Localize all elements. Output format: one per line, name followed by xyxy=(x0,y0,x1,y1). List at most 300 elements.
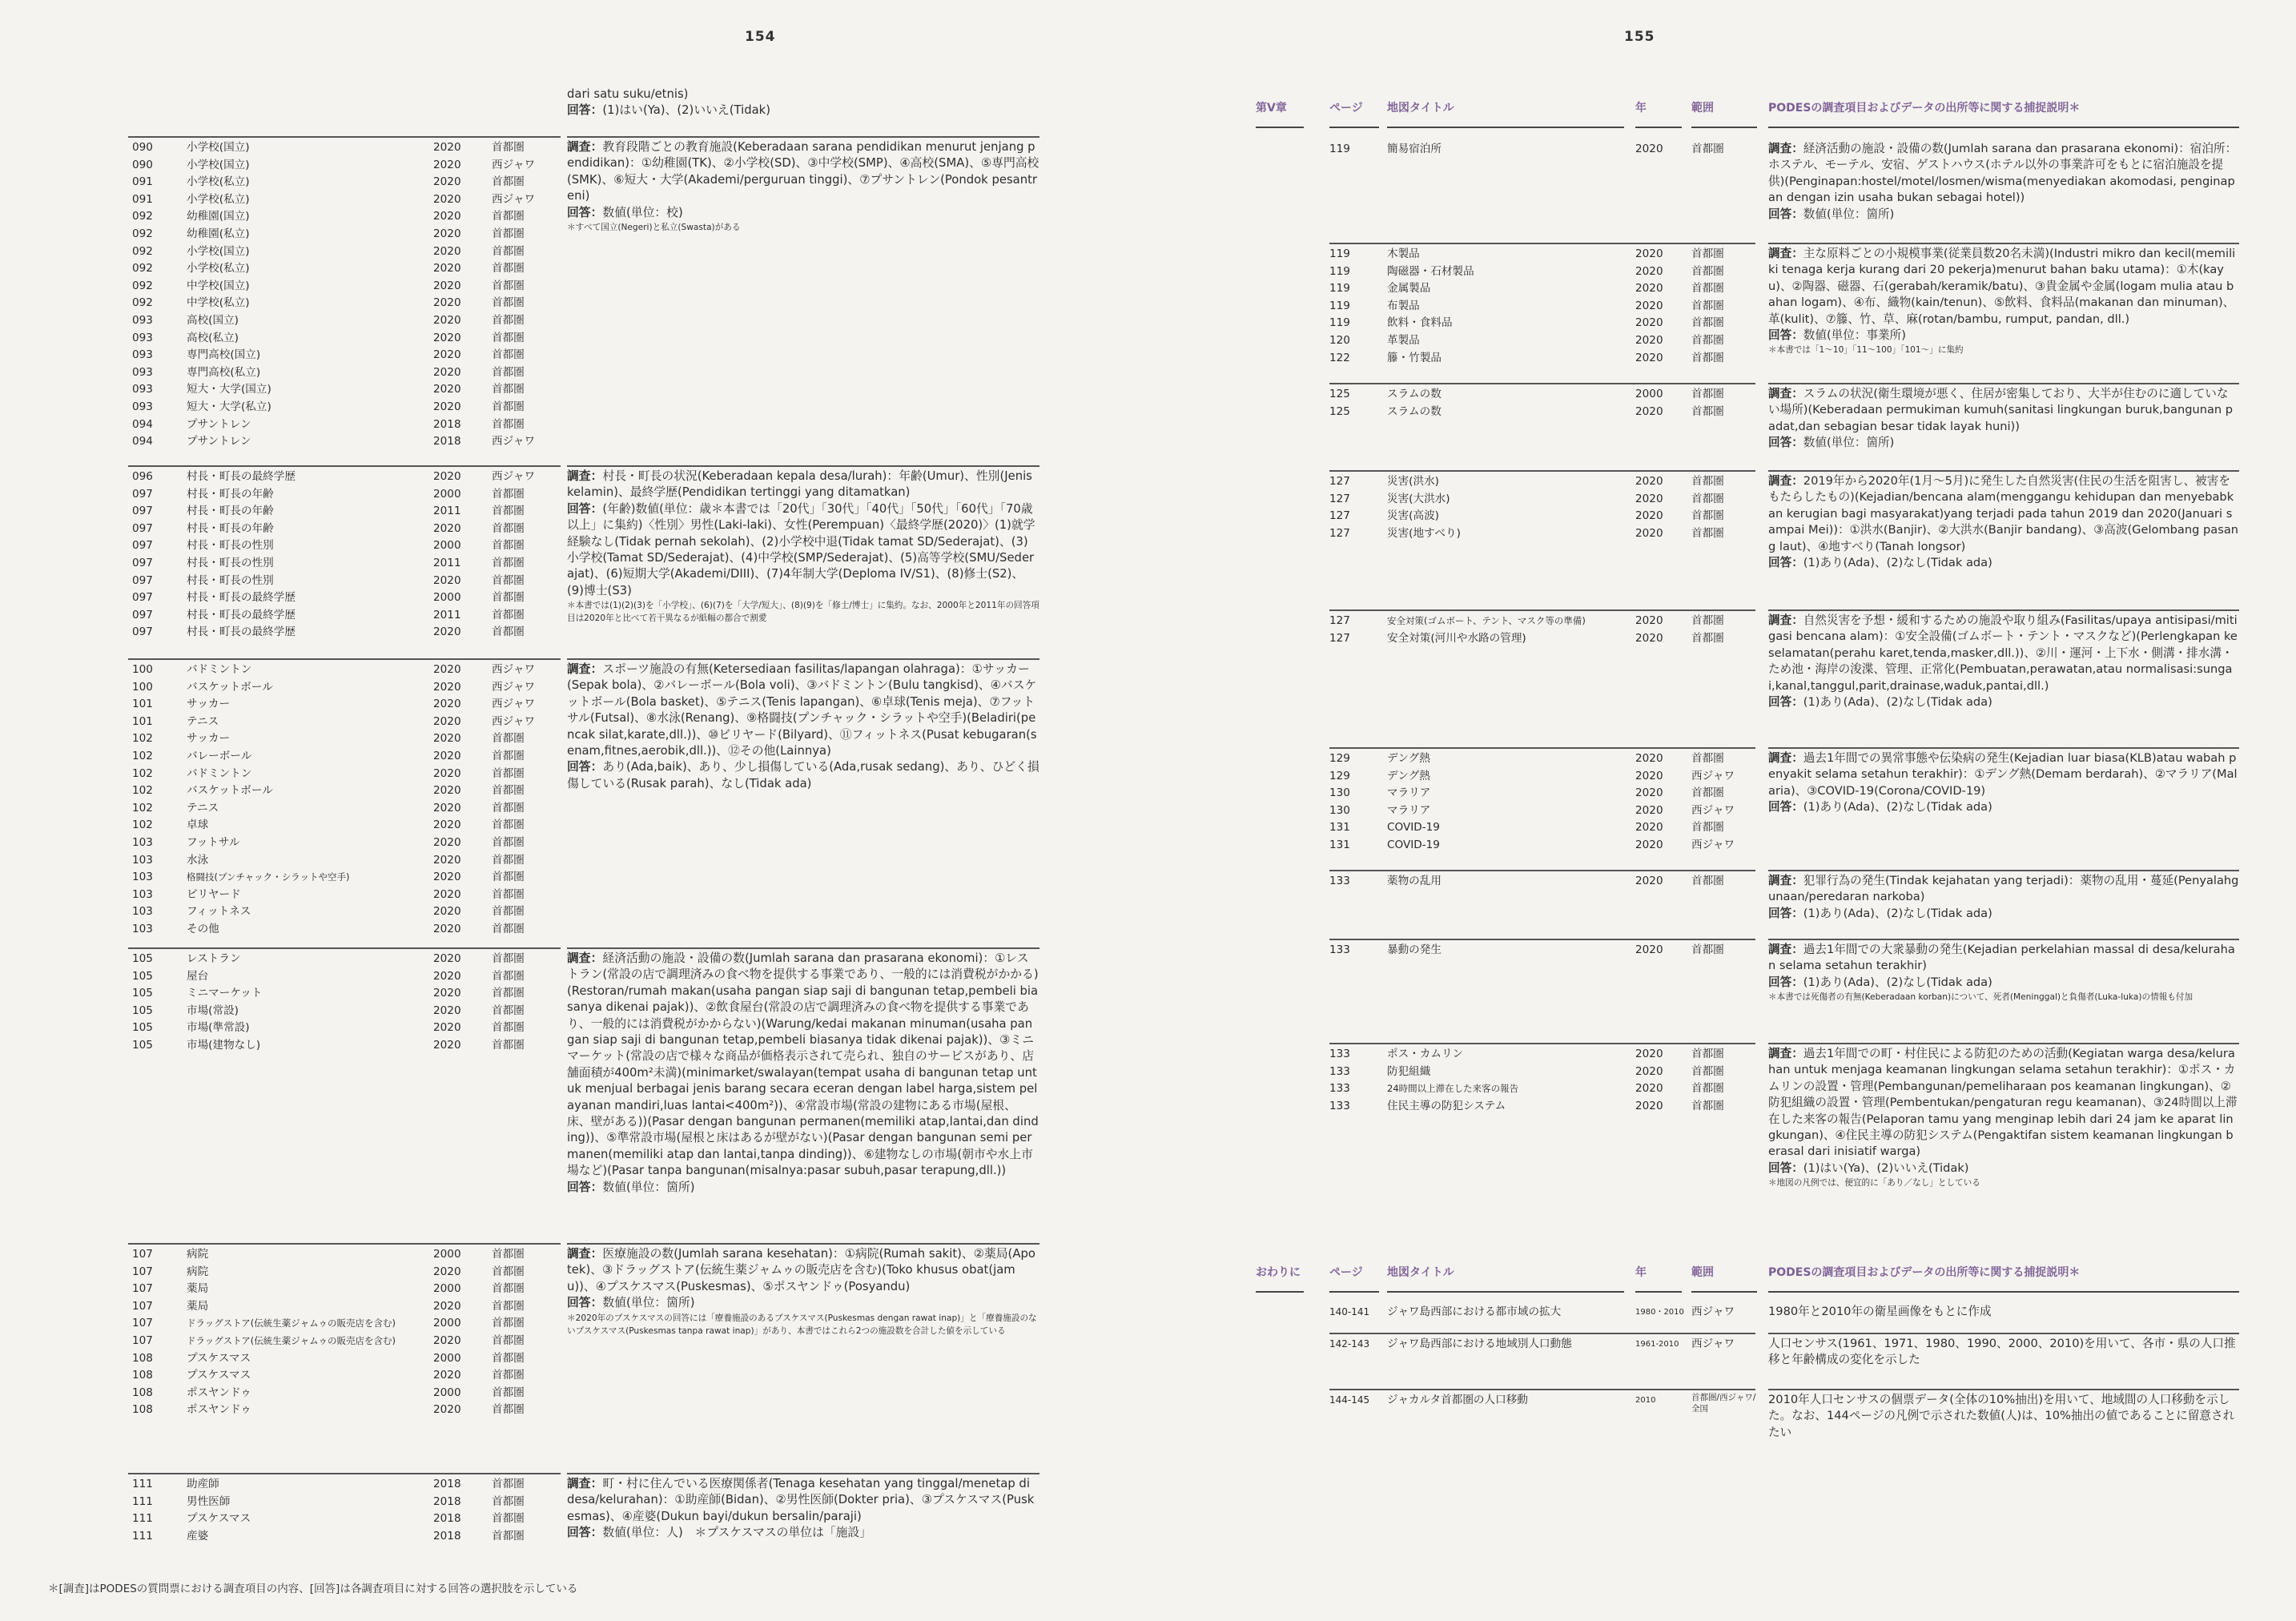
row-page: 119 xyxy=(1329,264,1350,278)
table-row xyxy=(128,782,561,800)
row-range: 首都圏 xyxy=(492,1334,525,1347)
row-range: 首都圏 xyxy=(1691,475,1724,488)
table-row xyxy=(1256,613,1752,630)
row-range: 首都圏 xyxy=(1691,316,1724,330)
row-title: サッカー xyxy=(187,698,231,711)
row-year: 2020 xyxy=(433,698,461,711)
header-rule xyxy=(1256,127,1304,128)
row-range: 首都圏 xyxy=(492,175,525,189)
row-code: 090 xyxy=(132,141,153,154)
group-rule-desc xyxy=(567,136,1039,138)
group-rule-desc xyxy=(1768,243,2239,244)
row-title: 小学校(国立) xyxy=(187,158,250,171)
row-year: 2000 xyxy=(433,487,461,501)
table-row xyxy=(128,1264,561,1281)
row-title: 産婆 xyxy=(187,1529,209,1543)
row-range: 首都圏 xyxy=(1691,1099,1724,1112)
row-title: 村長・町長の最終学歴 xyxy=(187,470,296,483)
footnote-text: ＊地図の凡例では、便宜的に「あり／なし」としている xyxy=(1768,1178,1980,1189)
header-rule xyxy=(1635,127,1682,128)
table-row xyxy=(1256,1080,1752,1098)
group-description: 調査：スラムの状況(衛生環境が悪く、住居が密集しており、大半が住むのに適していない場所)(Keberadaan permukiman kumuh(sanitasi lingkungan buruk,bangunan padat,dan sebagian besar tidak layak huni)) 回答：数値(単位：箇所) xyxy=(1768,387,2234,450)
table-row xyxy=(1256,246,1752,263)
row-range: 首都圏 xyxy=(492,987,525,1000)
row-range: 西ジャワ xyxy=(492,158,536,171)
row-year: 2020 xyxy=(433,905,461,919)
left-page xyxy=(48,0,1041,1621)
row-title: 布製品 xyxy=(1387,299,1420,312)
table-row xyxy=(1256,942,1752,959)
row-code: 093 xyxy=(132,331,153,344)
row-year: 2020 xyxy=(1635,752,1663,765)
table-row xyxy=(1256,1046,1752,1064)
row-title: 災害(洪水) xyxy=(1387,475,1439,488)
table-row xyxy=(128,1385,561,1402)
row-year: 2020 xyxy=(433,1369,461,1382)
group-rule-desc xyxy=(1768,870,2239,871)
row-range: 首都圏 xyxy=(1691,388,1724,400)
group-description: 1980年と2010年の衛星画像をもとに作成 xyxy=(1768,1305,1992,1318)
row-year: 2020 xyxy=(433,871,461,884)
row-title: 村長・町長の最終学歴 xyxy=(187,625,296,639)
row-year: 2020 xyxy=(433,766,461,780)
row-range: 首都圏 xyxy=(492,279,525,292)
group-rule-desc xyxy=(1768,383,2239,384)
row-title: 中学校(国立) xyxy=(187,279,250,292)
row-range: 首都圏 xyxy=(492,210,525,223)
table-row xyxy=(128,1510,561,1528)
row-year: 2020 xyxy=(1635,316,1663,330)
row-year: 2020 xyxy=(433,279,461,292)
table-row xyxy=(1256,491,1752,509)
row-year: 2020 xyxy=(1635,821,1663,835)
row-range: 首都圏 xyxy=(1691,509,1724,523)
row-title: 薬局 xyxy=(187,1299,209,1313)
row-range: 首都圏 xyxy=(492,365,525,379)
table-row xyxy=(128,330,561,348)
row-range: 首都圏 xyxy=(1691,351,1724,364)
footnote-text: ＊本書では「1〜10」「11〜100」「101〜」に集約 xyxy=(1768,345,1964,356)
row-code: 093 xyxy=(132,400,153,413)
group-description: 調査：スポーツ施設の有無(Ketersediaan fasilitas/lapangan olahraga)：①サッカー(Sepak bola)、②バレーボール(Bola voli)、③バドミントン(Bulu tangkisd)、④バスケットボール(Bola basket)、⑤テニス(Tenis lapangan)、⑥卓球(Tenis meja)、⑦フットサル(Futsal)、⑧水泳(Renang)、⑨格闘技(プンチャック・シラットや空手)(Beladiri(pencak silat,karate,dll.))、⑩ビリヤード(Bilyard)、⑪フィットネス(Pusat kebugaran(senam,fitnes,aerobik,dll.))、⑫その他(Lainnya) 回答：あり(Ada,baik)、あり、少し損傷している(Ada,rusak sedang)、あり、ひどく損傷している(Rusak parah)、なし(Tidak ada) xyxy=(567,662,1039,790)
group-rule xyxy=(128,1473,561,1474)
row-year: 2020 xyxy=(1635,803,1663,817)
row-code: 097 xyxy=(132,539,153,553)
table-row xyxy=(128,748,561,766)
row-range: 首都圏 xyxy=(492,591,525,605)
row-code: 097 xyxy=(132,521,153,535)
row-title: サッカー xyxy=(187,732,231,746)
row-range: 首都圏 xyxy=(492,141,525,154)
row-code: 094 xyxy=(132,417,153,431)
table-row xyxy=(128,852,561,870)
row-code: 108 xyxy=(132,1369,153,1382)
table-row xyxy=(1256,350,1752,368)
row-title: デング熱 xyxy=(1387,769,1430,782)
row-title: 金属製品 xyxy=(1387,282,1431,296)
row-page: 133 xyxy=(1329,875,1350,887)
row-year: 2020 xyxy=(433,1265,461,1278)
row-code: 092 xyxy=(132,296,153,310)
table-row xyxy=(1256,141,1752,159)
row-range: 西ジャワ xyxy=(1691,769,1735,782)
table-row xyxy=(1256,525,1752,543)
table-row xyxy=(128,139,561,157)
row-code: 093 xyxy=(132,383,153,396)
row-range: 首都圏 xyxy=(1691,299,1724,312)
row-title: 小学校(私立) xyxy=(187,262,250,276)
row-year: 2020 xyxy=(433,227,461,240)
footnote-text: ＊2020年のプスケスマスの回答には「療養施設のあるプスケスマス(Puskesmas dengan rawat inap)」と「療養施設のないプスケスマス(Puskesmas tanpa rawat inap)」があり、本書ではこれら2つの施設数を合計した値を示している xyxy=(567,1313,1037,1336)
row-code: 105 xyxy=(132,1004,153,1017)
row-title: 防犯組織 xyxy=(1387,1064,1431,1078)
row-title: 中学校(私立) xyxy=(187,296,250,310)
group-description: 調査：過去1年間での異常事態や伝染病の発生(Kejadian luar biasa(KLB)atau wabah penyakit selama setahun terakhir)：①デング熱(Demam berdarah)、②マラリア(Malaria)、③COVID-19(Corona/COVID-19) 回答：(1)あり(Ada)、(2)なし(Tidak ada) xyxy=(1768,751,2238,815)
row-year: 2000 xyxy=(433,1248,461,1261)
table-row xyxy=(128,903,561,921)
row-title: 小学校(私立) xyxy=(187,175,250,189)
row-range: 首都圏 xyxy=(492,784,525,798)
row-range: 首都圏 xyxy=(492,1282,525,1296)
header-chapter: 第Ⅴ章 xyxy=(1256,102,1287,115)
row-page: 127 xyxy=(1329,631,1350,645)
row-title: 市場(建物なし) xyxy=(187,1039,261,1052)
row-code: 108 xyxy=(132,1403,153,1417)
group-description: 調査：教育段階ごとの教育施設(Keberadaan sarana pendidikan menurut jenjang pendidikan)：①幼稚園(TK)、②小学校(SD)、③中学校(SMP)、④高校(SMA)、⑤専門高校(SMK)、⑥短大・大学(Akademi/perguruan tinggi)、⑦プサントレン(Pondok pesantreni) 回答：数値(単位：校) ＊すべて国立(Negeri)と私立(Swasta)がある xyxy=(567,140,1039,233)
row-title: 屋台 xyxy=(187,969,209,983)
table-row xyxy=(1256,332,1752,350)
row-year: 2020 xyxy=(433,801,461,815)
row-year: 2020 xyxy=(433,952,461,965)
header-page: ページ xyxy=(1329,102,1363,115)
row-title: 小学校(国立) xyxy=(187,244,250,258)
header-rule xyxy=(1691,1291,1757,1293)
row-title: 男性医師 xyxy=(187,1494,231,1508)
row-year: 2018 xyxy=(433,1478,461,1490)
row-year: 2020 xyxy=(1635,143,1663,155)
group-rule xyxy=(1329,870,1755,871)
row-title: 病院 xyxy=(187,1248,209,1261)
row-range: 首都圏 xyxy=(492,400,525,413)
row-year: 2020 xyxy=(1635,943,1663,956)
footnote-text: ＊本書では死傷者の有無(Keberadaan korban)について、死者(Meninggal)と負傷者(Luka-luka)の情報も付加 xyxy=(1768,992,2193,1003)
row-year: 2000 xyxy=(1635,388,1663,400)
table-row xyxy=(128,1298,561,1316)
row-page: 119 xyxy=(1329,316,1350,330)
row-title: COVID-19 xyxy=(1387,821,1440,835)
row-range: 首都圏 xyxy=(492,836,525,849)
row-year: 2020 xyxy=(1635,614,1663,627)
row-title: ジャカルタ首都圏の人口移動 xyxy=(1387,1394,1528,1406)
table-row xyxy=(128,347,561,364)
row-code: 107 xyxy=(132,1282,153,1296)
row-title: 村長・町長の性別 xyxy=(187,573,274,587)
table-row xyxy=(128,226,561,243)
group-rule-desc xyxy=(567,947,1039,949)
table-row xyxy=(1256,873,1752,891)
row-year: 1980・2010 xyxy=(1635,1308,1684,1317)
row-range: 首都圏 xyxy=(1691,875,1724,887)
header-rule xyxy=(1768,1291,2239,1293)
row-range: 首都圏 xyxy=(492,573,525,587)
row-range: 西ジャワ xyxy=(492,470,536,483)
row-year: 2020 xyxy=(433,348,461,362)
row-title: 薬物の乱用 xyxy=(1387,875,1442,887)
row-code: 102 xyxy=(132,732,153,746)
row-year: 2020 xyxy=(1635,1048,1663,1060)
row-range: 首都圏 xyxy=(492,1478,525,1490)
row-title: 安全対策(河川や水路の管理) xyxy=(1387,631,1526,645)
row-code: 111 xyxy=(132,1512,153,1526)
row-year: 2020 xyxy=(433,244,461,258)
group-description: 調査：経済活動の施設・設備の数(Jumlah sarana dan prasarana ekonomi)：①レストラン(常設の店で調理済みの食べ物を提供する事業であり、一般的には消費税がかかる)(Restoran/rumah makan(usaha pangan siap saji di bangunan tetap,pembeli biasanya dikenai pajak))、②飲食屋台(常設の店で調理済みの食べ物を提供する事業であり、一般的には消費税がかからない)(Warung/kedai makanan minuman(usaha pangan siap saji di bangunan tetap,pembeli biasanya tidak dikenai pajak))、③ミニマーケット(常設の店で様々な商品が価格表示されて売られ、独自のサービスがあり、店舗面積が400m²未満)(minimarket/swalayan(tempat usaha di bangunan tetap untuk menjual berbagai jenis barang secara eceran dengan label harga,sistem pelayanan mandiri,luas lantai<400m²))、④常設市場(常設の建物にある市場(屋根、床、壁がある))(Pasar dengan bangunan permanen(memiliki atap,lantai,dan dinding))、⑤準常設市場(屋根と床はあるが壁がない)(Pasar dengan bangunan semi permanen(memiliki atap dan lantai,tanpa dinding))、⑥建物なしの市場(朝市や水上市場など)(Pasar tanpa bangunan(misalnya:pasar subuh,pasar terapung,dll.)) 回答：数値(単位：箇所) xyxy=(567,951,1039,1194)
row-year: 2020 xyxy=(1635,769,1663,782)
row-range: 西ジャワ xyxy=(1691,1337,1735,1350)
row-year: 2020 xyxy=(1635,264,1663,278)
row-year: 2000 xyxy=(433,1282,461,1296)
header-rule xyxy=(1329,1291,1379,1293)
table-row xyxy=(128,1476,561,1494)
table-row xyxy=(1256,386,1752,404)
right-page xyxy=(1256,0,2239,1621)
table-row xyxy=(128,714,561,731)
row-page: 140-141 xyxy=(1329,1306,1370,1317)
row-title: バレーボール xyxy=(187,750,252,762)
row-code: 103 xyxy=(132,887,153,901)
row-page: 144-145 xyxy=(1329,1394,1370,1406)
table-row xyxy=(1256,819,1752,837)
row-code: 097 xyxy=(132,505,153,518)
row-title: 安全対策(ゴムボート、テント、マスク等の準備) xyxy=(1387,615,1586,626)
group-description: 調査：犯罪行為の発生(Tindak kejahatan yang terjadi)：薬物の乱用・蔓延(Penyalahgunaan/peredaran narkoba) 回答：(1)あり(Ada)、(2)なし(Tidak ada) xyxy=(1768,874,2239,920)
row-year: 2000 xyxy=(433,1386,461,1399)
row-page: 127 xyxy=(1329,509,1350,523)
row-title: ビリヤード xyxy=(187,887,241,901)
row-year: 2011 xyxy=(433,608,461,621)
table-row xyxy=(128,985,561,1003)
row-year: 2020 xyxy=(1635,282,1663,296)
row-year: 2020 xyxy=(433,819,461,832)
row-year: 2020 xyxy=(433,969,461,983)
row-page: 133 xyxy=(1329,1064,1350,1078)
table-row xyxy=(128,766,561,783)
table-row xyxy=(128,951,561,968)
group-description: 2010年人口センサスの個票データ(全体の10%抽出)を用いて、地域間の人口移動を示した。なお、144ページの凡例で示された数値(人)は、10%抽出の値であることに留意されたい xyxy=(1768,1393,2235,1439)
row-title: 市場(常設) xyxy=(187,1004,239,1017)
table-row xyxy=(128,1367,561,1385)
row-range: 西ジャワ xyxy=(492,435,536,448)
group-rule-desc xyxy=(567,1473,1039,1474)
row-year: 2020 xyxy=(1635,492,1663,505)
group-rule-desc xyxy=(1768,1043,2239,1044)
header-chapter: おわりに xyxy=(1256,1266,1301,1279)
row-code: 097 xyxy=(132,557,153,569)
row-code: 097 xyxy=(132,591,153,605)
row-range: 首都圏 xyxy=(492,1039,525,1052)
row-page: 127 xyxy=(1329,475,1350,488)
row-range: 首都圏 xyxy=(492,1299,525,1313)
row-year: 2020 xyxy=(1635,839,1663,851)
row-code: 091 xyxy=(132,175,153,189)
row-page: 120 xyxy=(1329,334,1350,347)
row-year: 2018 xyxy=(433,435,461,448)
row-year: 2020 xyxy=(433,175,461,189)
group-description: 調査：過去1年間での大衆暴動の発生(Kejadian perkelahian massal di desa/kelurahan selama setahun terakhir) 回答：(1)あり(Ada)、(2)なし(Tidak ada) ＊本書では死傷者の有無(Keberadaan korban)について、死者(Meninggal)と負傷者(Luka-luka)の情報も付加 xyxy=(1768,942,2239,1004)
table-row xyxy=(128,869,561,887)
row-title: バドミントン xyxy=(187,766,252,780)
table-row xyxy=(128,1020,561,1037)
row-range: 首都圏 xyxy=(492,262,525,276)
row-code: 108 xyxy=(132,1386,153,1399)
row-year: 2020 xyxy=(433,1021,461,1035)
row-code: 093 xyxy=(132,348,153,362)
row-range: 首都圏 xyxy=(492,296,525,310)
header-rule xyxy=(1387,127,1624,128)
row-code: 107 xyxy=(132,1299,153,1313)
row-range: 首都圏 xyxy=(492,766,525,780)
row-title: 簡易宿泊所 xyxy=(1387,143,1442,155)
table-row xyxy=(1256,508,1752,525)
row-range: 首都圏 xyxy=(492,819,525,832)
row-year: 2020 xyxy=(433,987,461,1000)
row-year: 2020 xyxy=(433,210,461,223)
table-row xyxy=(1256,802,1752,820)
row-range: 首都圏 xyxy=(492,871,525,884)
table-row xyxy=(128,679,561,697)
row-title: 村長・町長の年齢 xyxy=(187,505,274,518)
row-year: 2018 xyxy=(433,1512,461,1526)
header-title: 地図タイトル xyxy=(1387,102,1454,115)
row-year: 2020 xyxy=(1635,475,1663,488)
row-range: 首都圏 xyxy=(492,1248,525,1261)
group-rule xyxy=(1329,609,1755,611)
row-title: 木製品 xyxy=(1387,247,1420,260)
group-description: 調査：経済活動の施設・設備の数(Jumlah sarana dan prasarana ekonomi)：宿泊所：ホステル、モーテル、安宿、ゲストハウス(ホテル以外の事業許可をもとに宿泊施設を提供)(Penginapan:hostel/motel/losmen/wisma(menyediakan akomodasi, penginapan dengan izin usaha bukan sebagai hotel)) 回答：数値(単位：箇所) xyxy=(1768,142,2238,221)
row-page: 119 xyxy=(1329,247,1350,260)
table-row xyxy=(128,730,561,748)
table-row xyxy=(1256,263,1752,281)
row-page: 133 xyxy=(1329,1082,1350,1096)
row-code: 111 xyxy=(132,1494,153,1508)
row-title: COVID-19 xyxy=(1387,839,1440,851)
row-title: マラリア xyxy=(1387,803,1431,817)
table-row xyxy=(128,1350,561,1368)
row-title: フットサル xyxy=(187,836,240,849)
row-title: 小学校(私立) xyxy=(187,192,250,206)
row-page: 133 xyxy=(1329,1099,1350,1112)
row-code: 103 xyxy=(132,871,153,884)
row-range: 首都圏 xyxy=(1691,821,1724,835)
table-row xyxy=(1256,1098,1752,1116)
row-page: 129 xyxy=(1329,769,1350,782)
row-title: 陶磁器・石材製品 xyxy=(1387,264,1474,278)
row-page: 129 xyxy=(1329,752,1350,765)
group-rule-desc xyxy=(567,465,1039,467)
row-range: 首都圏 xyxy=(492,625,525,639)
table-row xyxy=(128,835,561,852)
table-row xyxy=(128,968,561,986)
row-range: 首都圏 xyxy=(1691,1048,1724,1060)
table-row xyxy=(128,469,561,486)
row-range: 首都圏 xyxy=(492,801,525,815)
row-range: 首都圏 xyxy=(1691,247,1724,260)
row-range: 首都圏 xyxy=(492,1317,525,1330)
row-code: 102 xyxy=(132,819,153,832)
row-range: 首都圏 xyxy=(492,557,525,569)
row-title: 病院 xyxy=(187,1265,209,1278)
group-rule xyxy=(1329,939,1755,940)
table-row xyxy=(128,486,561,504)
row-year: 2020 xyxy=(1635,1099,1663,1112)
row-code: 092 xyxy=(132,279,153,292)
row-code: 105 xyxy=(132,952,153,965)
row-title: レストラン xyxy=(187,952,241,965)
row-title: 高校(国立) xyxy=(187,314,239,327)
group-rule-desc xyxy=(1768,470,2239,472)
group-description: 人口センサス(1961、1971、1980、1990、2000、2010)を用いて、各市・県の人口推移と年齢構成の変化を示した xyxy=(1768,1337,2236,1367)
row-title: スラムの数 xyxy=(1387,388,1442,400)
table-row xyxy=(128,191,561,209)
row-year: 2020 xyxy=(433,262,461,276)
row-title: ドラッグストア(伝統生薬ジャムゥの販売店を含む) xyxy=(187,1317,396,1329)
table-row xyxy=(128,260,561,278)
page-number-right: 155 xyxy=(1624,29,1655,45)
group-rule xyxy=(1329,1333,1755,1334)
row-code: 100 xyxy=(132,663,153,676)
table-row xyxy=(1256,404,1752,421)
row-range: 首都圏 xyxy=(492,505,525,518)
row-code: 093 xyxy=(132,365,153,379)
row-title: ミニマーケット xyxy=(187,987,263,1000)
row-title: 村長・町長の最終学歴 xyxy=(187,608,296,621)
row-year: 2020 xyxy=(1635,404,1663,418)
row-title: 暴動の発生 xyxy=(1387,943,1442,956)
intro-text: dari satu suku/etnis) 回答：(1)はい(Ya)、(2)いいえ(Tidak) xyxy=(567,87,770,118)
row-title: マラリア xyxy=(1387,786,1431,800)
group-description: 調査：2019年から2020年(1月〜5月)に発生した自然災害(住民の生活を阻害し、被害をもたらしたもの)(Kejadian/bencana alam(menggangu kehidupan dan menyebabkan kerugian bagi masyarakat)yang terjadi pada tahun 2019 dan 2020(Januari sampai Mei))：①洪水(Banjir)、②大洪水(Banjir bandang)、③高波(Gelombang pasang laut)、④地すべり(Tanah longsor) 回答：(1)あり(Ada)、(2)なし(Tidak ada) xyxy=(1768,474,2239,570)
row-range: 首都圏 xyxy=(492,952,525,965)
header-range: 範囲 xyxy=(1691,102,1714,115)
header-page: ページ xyxy=(1329,1266,1363,1279)
row-range: 首都圏 xyxy=(1691,334,1724,347)
row-year: 2020 xyxy=(433,1039,461,1052)
row-title: プスケスマス xyxy=(187,1369,251,1382)
row-code: 102 xyxy=(132,801,153,815)
row-year: 2011 xyxy=(433,505,461,518)
row-title: 革製品 xyxy=(1387,334,1420,347)
row-page: 127 xyxy=(1329,492,1350,505)
row-code: 093 xyxy=(132,314,153,327)
row-range: 首都圏 xyxy=(492,1021,525,1035)
header-rule xyxy=(1387,1291,1624,1293)
footnote-text: ＊本書では(1)(2)(3)を「小学校」、(6)(7)を「大学/短大」、(8)(9)を「修士/博士」に集約。なお、2000年と2011年の回答項目は2020年と比べて若干異なるが紙幅の都合で割愛 xyxy=(567,601,1039,624)
row-page: 122 xyxy=(1329,351,1350,364)
row-year: 2020 xyxy=(433,1004,461,1017)
row-page: 130 xyxy=(1329,786,1350,800)
table-row xyxy=(128,1494,561,1511)
header-year: 年 xyxy=(1635,1266,1647,1279)
row-year: 2020 xyxy=(1635,786,1663,800)
row-year: 1961-2010 xyxy=(1635,1340,1679,1349)
header-desc: PODESの調査項目およびデータの出所等に関する捕捉説明＊ xyxy=(1768,1266,2081,1279)
table-row xyxy=(1256,473,1752,491)
row-range: 首都圏 xyxy=(492,521,525,535)
row-code: 111 xyxy=(132,1478,153,1490)
table-row xyxy=(128,817,561,835)
table-row xyxy=(128,433,561,451)
row-title: 卓球 xyxy=(187,819,209,832)
group-description: 調査：町・村に住んでいる医療関係者(Tenaga kesehatan yang tinggal/menetap di desa/kelurahan)：①助産師(Bidan)、②男性医師(Dokter pria)、③プスケスマス(Puskesmas)、④産婆(Dukun bayi/dukun bersalin/paraji) 回答：数値(単位：人) ＊プスケスマスの単位は「施設」 xyxy=(567,1477,1035,1540)
